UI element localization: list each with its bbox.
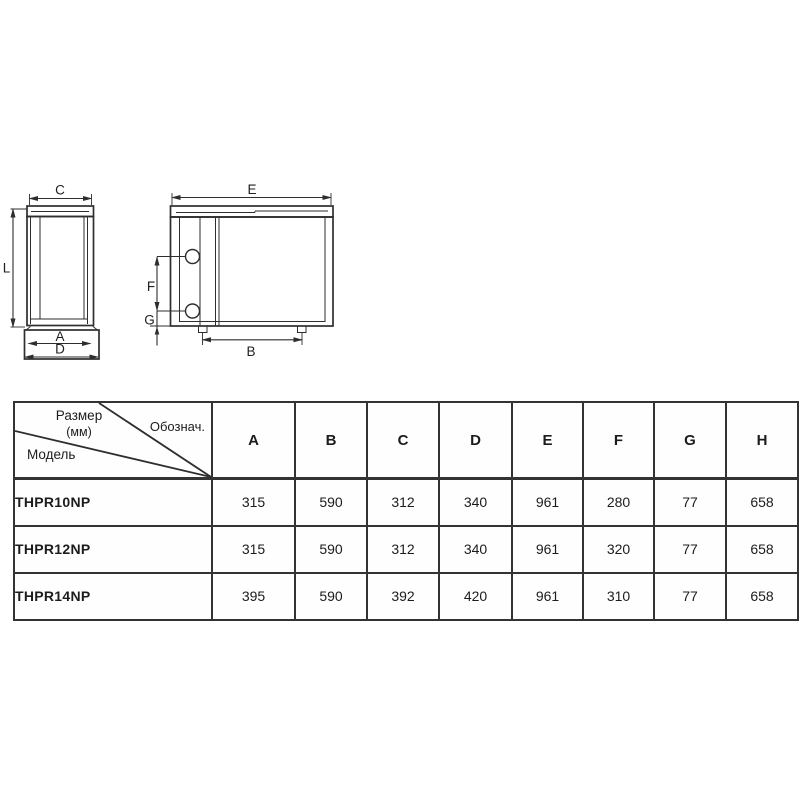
dim-label-c: C [55,182,65,198]
column-header-g: G [654,402,726,479]
model-cell: THPR14NP [14,573,212,620]
table-cell: 395 [212,573,295,620]
table-cell: 280 [583,479,654,526]
dim-label-a: A [55,329,65,344]
table-cell: 77 [654,526,726,573]
table-cell: 658 [726,479,798,526]
table-cell: 320 [583,526,654,573]
column-header-d: D [439,402,512,479]
corner-size-block [39,408,119,440]
table-row [14,479,798,526]
table-cell: 312 [367,479,439,526]
table-cell: 340 [439,479,512,526]
model-cell: THPR12NP [14,526,212,573]
column-header-c: C [367,402,439,479]
corner-designation-label: Обознач. [149,419,205,434]
dim-arrow-g [155,327,160,335]
table-cell: 658 [726,573,798,620]
model-cell: THPR10NP [14,479,212,526]
column-header-b: B [295,402,367,479]
table-cell: 961 [512,479,583,526]
table-cell: 658 [726,526,798,573]
corner-size-label: Размер [55,408,103,423]
foot-left [199,326,208,333]
table-cell: 77 [654,479,726,526]
side-view-drawing [3,183,99,360]
table-cell: 312 [367,526,439,573]
foot-right [298,326,307,333]
table-cell: 420 [439,573,512,620]
dimension-drawings [0,0,800,380]
table-cell: 590 [295,573,367,620]
column-header-h: H [726,402,798,479]
table-cell: 961 [512,526,583,573]
front-view-drawing [144,182,333,359]
dim-label-g: G [144,312,155,328]
dim-label-l: L [2,260,11,276]
corner-model-label: Модель [27,447,76,462]
dimensions-table [13,401,799,621]
table-row [14,573,798,620]
dim-label-d: D [55,341,65,357]
column-header-a: A [212,402,295,479]
table-corner-cell [14,402,212,479]
dim-label-f: F [146,279,156,294]
table-cell: 315 [212,526,295,573]
pipe-hole-top [186,250,200,264]
table-row [14,526,798,573]
table-cell: 315 [212,479,295,526]
table-cell: 310 [583,573,654,620]
column-header-e: E [512,402,583,479]
table-cell: 392 [367,573,439,620]
table-cell: 590 [295,526,367,573]
column-header-f: F [583,402,654,479]
corner-size-unit: (мм) [66,425,92,439]
table-cell: 590 [295,479,367,526]
dim-label-b: B [246,344,256,359]
pipe-hole-bottom [186,304,200,318]
table-cell: 961 [512,573,583,620]
dim-label-e: E [247,182,257,197]
table-cell: 340 [439,526,512,573]
table-header-row [14,402,798,479]
table-cell: 77 [654,573,726,620]
front-top-cap [171,206,334,217]
front-body [171,217,334,326]
